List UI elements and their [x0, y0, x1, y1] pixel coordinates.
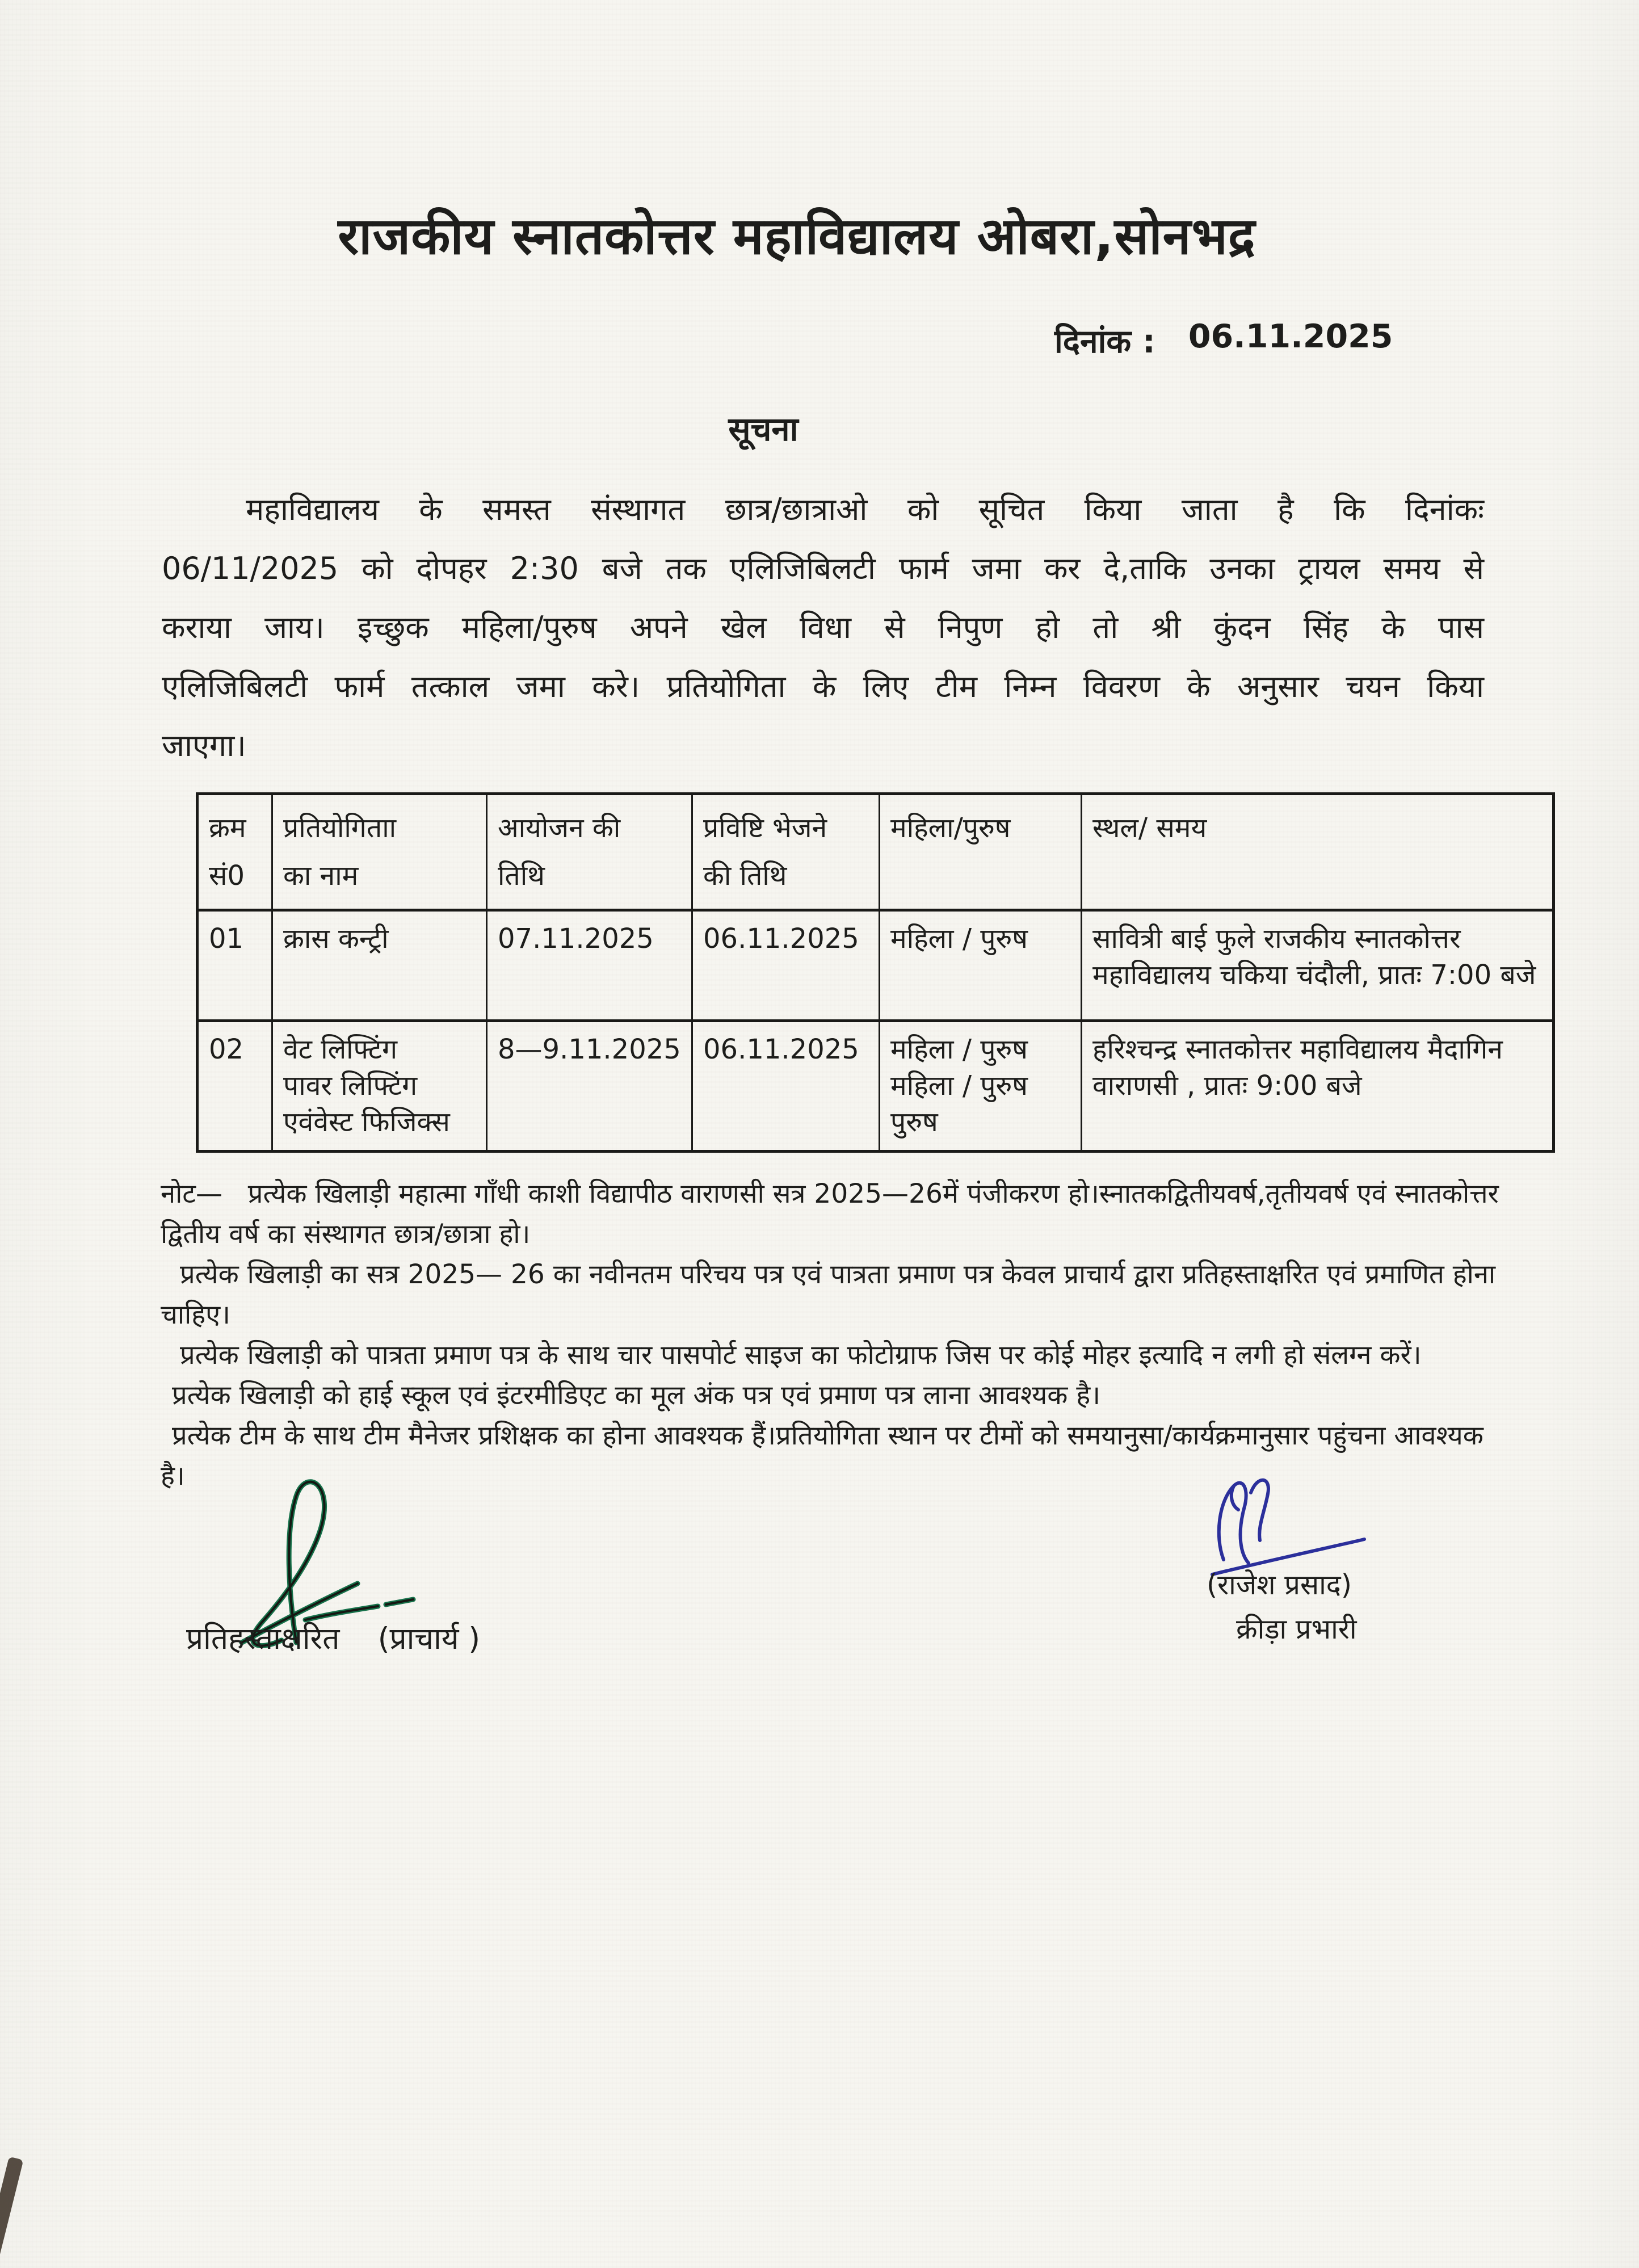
paragraph-line: जाएगा।	[162, 728, 246, 763]
header-gender: महिला/पुरुष	[880, 794, 1082, 910]
table-row	[197, 910, 1554, 1021]
cell-entry-date: 06.11.2025	[692, 910, 880, 1021]
signer-designation: क्रीड़ा प्रभारी	[1236, 1613, 1357, 1645]
table-row	[197, 1021, 1554, 1152]
cell-entry-date: 06.11.2025	[692, 1021, 880, 1152]
date-line	[1054, 318, 1393, 362]
scan-smudge-mark	[0, 2157, 23, 2259]
cell-event-date: 8—9.11.2025	[487, 1021, 692, 1152]
paragraph-line: महाविद्यालय के समस्त संस्थागत छात्र/छात्राओ को सूचित किया जाता है कि दिनांकः	[246, 492, 1484, 527]
table-header-row	[197, 794, 1554, 910]
paragraph-line: कराया जाय। इच्छुक महिला/पुरुष अपने खेल विधा से निपुण हो तो श्री कुंदन सिंह के पास	[162, 610, 1484, 645]
notice-heading: सूचना	[728, 410, 799, 448]
note-item: प्रत्येक खिलाड़ी को पात्रता प्रमाण पत्र के साथ चार पासपोर्ट साइज का फोटोग्राफ जिस पर कोई मोहर इत्यादि न लगी हो संलग्न करें।	[180, 1339, 1422, 1371]
cell-event-date: 07.11.2025	[487, 910, 692, 1021]
signer-name: (राजेश प्रसाद)	[1207, 1569, 1352, 1601]
notes-section	[161, 1174, 1507, 1496]
college-name-title: राजकीय स्नातकोत्तर महाविद्यालय ओबरा,सोनभद्र	[338, 207, 1256, 266]
body-paragraph	[162, 480, 1484, 775]
header-event-date: आयोजन की तिथि	[487, 794, 692, 910]
header-entry-date: प्रविष्टि भेजने की तिथि	[692, 794, 880, 910]
date-value: 06.11.2025	[1188, 318, 1393, 355]
note-item: प्रत्येक खिलाड़ी को हाई स्कूल एवं इंटरमीडिएट का मूल अंक पत्र एवं प्रमाण पत्र लाना आवश्यक है।	[172, 1380, 1101, 1411]
header-venue-time: स्थल/ समय	[1082, 794, 1554, 910]
cell-event-name: क्रास कन्ट्री	[272, 910, 487, 1021]
header-event-name: प्रतियोगिताा का नाम	[272, 794, 487, 910]
note-item: नोट— प्रत्येक खिलाड़ी महात्मा गाँधी काशी विद्यापीठ वाराणसी सत्र 2025—26में पंजीकरण हो।स्नातकद्वितीयवर्ष,तृतीयवर्ष एवं स्नातकोत्तर द्वितीय वर्ष का संस्थागत छात्र/छात्रा हो।	[161, 1178, 1507, 1250]
countersigned-principal-label: प्रतिहस्ताक्षरित (प्राचार्य )	[186, 1622, 481, 1656]
header-serial-no: क्रम सं0	[197, 794, 272, 910]
note-item: प्रत्येक टीम के साथ टीम मैनेजर प्रशिक्षक का होना आवश्यक हैं।प्रतियोगिता स्थान पर टीमों को समयानुसा/कार्यक्रमानुसार पहुंचना आवश्यक है।	[161, 1420, 1492, 1492]
cell-serial-no: 02	[197, 1021, 272, 1152]
cell-venue-time: हरिश्चन्द्र स्नातकोत्तर महाविद्यालय मैदागिन वाराणसी , प्रातः 9:00 बजे	[1082, 1021, 1554, 1152]
paragraph-line: एलिजिबिलटी फार्म तत्काल जमा करे। प्रतियोगिता के लिए टीम निम्न विवरण के अनुसार चयन किया	[162, 669, 1484, 704]
competition-schedule-table	[196, 792, 1555, 1153]
paragraph-line: 06/11/2025 को दोपहर 2:30 बजे तक एलिजिबिलटी फार्म जमा कर दे,ताकि उनका ट्रायल समय से	[162, 551, 1484, 586]
cell-gender: महिला / पुरुष महिला / पुरुष पुरुष	[880, 1021, 1082, 1152]
date-label: दिनांक :	[1054, 323, 1155, 360]
cell-venue-time: सावित्री बाई फुले राजकीय स्नातकोत्तर महाविद्यालय चकिया चंदौली, प्रातः 7:00 बजे	[1082, 910, 1554, 1021]
note-item: प्रत्येक खिलाड़ी का सत्र 2025— 26 का नवीनतम परिचय पत्र एवं पात्रता प्रमाण पत्र केवल प्राचार्य द्वारा प्रतिहस्ताक्षरित एवं प्रमाणित होना चाहिए।	[161, 1259, 1504, 1330]
cell-event-name: वेट लिफ्टिंग पावर लिफ्टिंग एवंवेस्ट फिजिक्स	[272, 1021, 487, 1152]
cell-gender: महिला / पुरुष	[880, 910, 1082, 1021]
cell-serial-no: 01	[197, 910, 272, 1021]
